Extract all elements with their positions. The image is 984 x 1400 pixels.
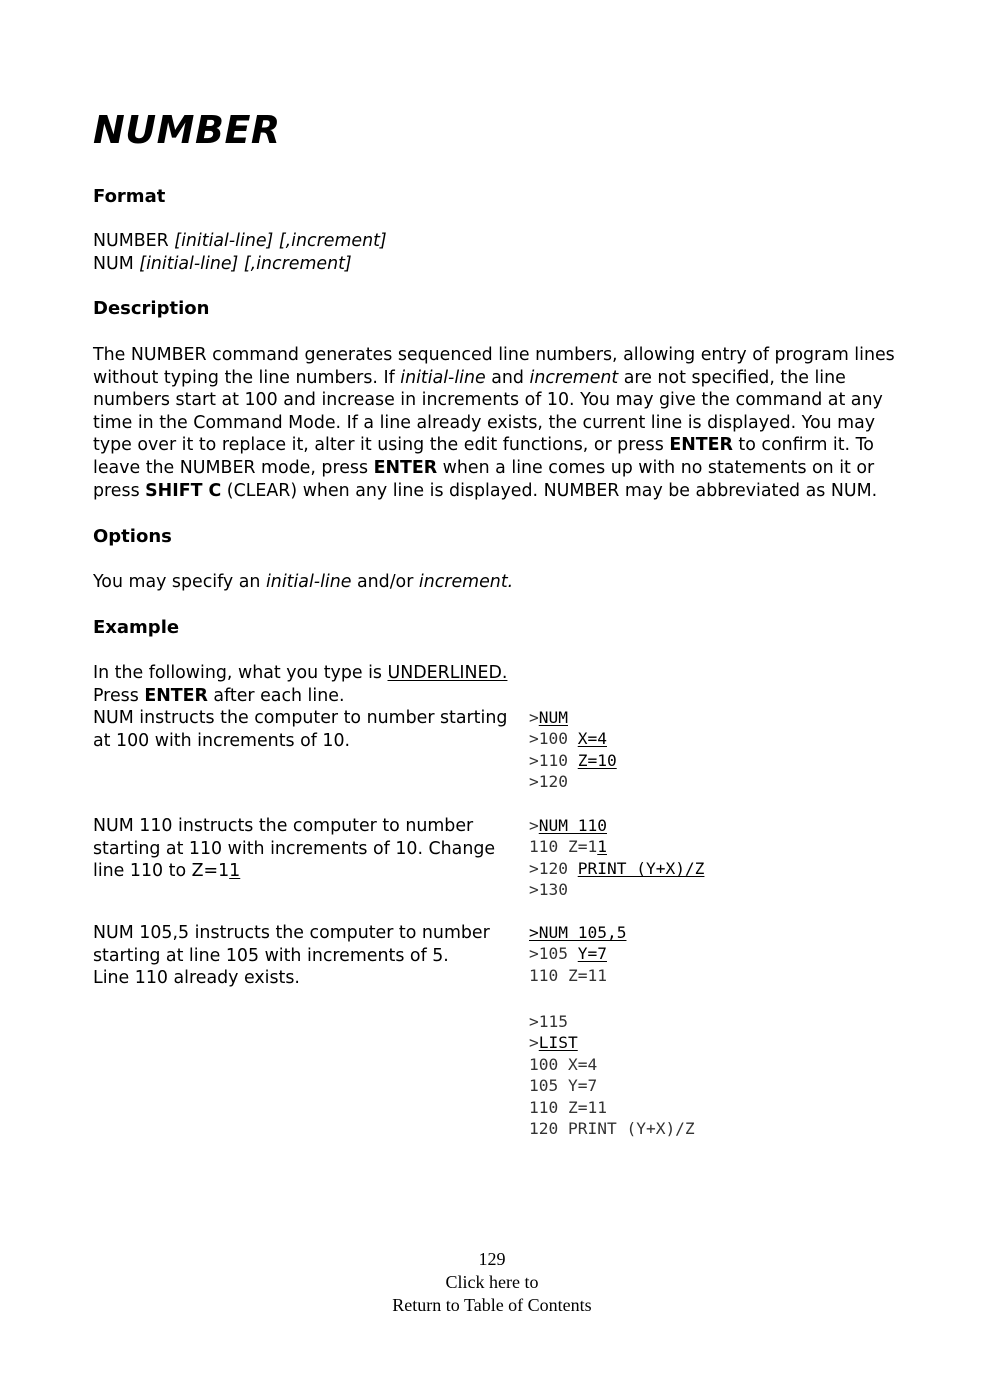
code-line: >120	[529, 772, 568, 792]
toc-link-line-1[interactable]: Click here to	[445, 1272, 539, 1292]
code-line: 110 Z=11	[529, 837, 607, 857]
code-line: 105 Y=7	[529, 1076, 598, 1096]
code-line: >NUM	[529, 708, 568, 727]
description-line: without typing the line numbers. If initial-line and increment are not specified, the line	[93, 367, 846, 388]
code-line: >120 PRINT (Y+X)/Z	[529, 858, 705, 878]
toc-link-line-2[interactable]: Return to Table of Contents	[392, 1295, 592, 1315]
code-line: 110 Z=11	[529, 1097, 607, 1117]
example-heading: Example	[93, 617, 180, 638]
description-line: type over it to replace it, alter it using the edit functions, or press ENTER to confirm it. To	[93, 435, 874, 456]
description-line: press SHIFT C (CLEAR) when any line is displayed. NUMBER may be abbreviated as NUM.	[93, 480, 878, 501]
example-1-code	[529, 707, 617, 793]
code-line: >130	[529, 880, 568, 900]
code-line: >115	[529, 1012, 568, 1031]
format-syntax	[93, 230, 387, 275]
code-line: >LIST	[529, 1033, 578, 1053]
code-line: >NUM 105,5	[529, 923, 627, 942]
page-title: NUMBER	[93, 108, 281, 152]
description-heading: Description	[93, 298, 210, 319]
code-line: >105 Y=7	[529, 944, 607, 964]
page-number: 129	[478, 1249, 506, 1269]
code-line: >100 X=4	[529, 729, 607, 749]
options-text: You may specify an initial-line and/or increment.	[93, 572, 514, 592]
example-3-code	[529, 922, 626, 986]
format-line-num: NUM [initial-line] [,increment]	[93, 253, 352, 274]
format-heading: Format	[93, 186, 166, 207]
example-2-code	[529, 815, 704, 901]
code-line: 100 X=4	[529, 1054, 598, 1074]
example-2-explanation: NUM 110 instructs the computer to number starting at 110 with increments of 10. Change line 110 to Z=11	[93, 816, 496, 882]
options-heading: Options	[93, 526, 172, 547]
example-intro: In the following, what you type is UNDERLINED. Press ENTER after each line.	[93, 663, 508, 706]
description-line: The NUMBER command generates sequenced line numbers, allowing entry of program lines	[93, 345, 895, 365]
code-line: 120 PRINT (Y+X)/Z	[529, 1119, 695, 1139]
example-1-explanation: NUM instructs the computer to number starting at 100 with increments of 10.	[93, 708, 508, 751]
code-line: >110 Z=10	[529, 750, 617, 770]
format-line-number: NUMBER [initial-line] [,increment]	[93, 231, 387, 251]
description-line: leave the NUMBER mode, press ENTER when a line comes up with no statements on it or	[93, 457, 875, 478]
example-3-listing	[529, 1011, 695, 1139]
page-footer	[0, 1248, 984, 1317]
description-line: time in the Command Mode. If a line already exists, the current line is displayed. You may	[93, 412, 876, 433]
description-line: numbers start at 100 and increase in increments of 10. You may give the command at any	[93, 390, 883, 411]
code-line: 110 Z=11	[529, 965, 607, 985]
description-paragraph	[93, 344, 895, 502]
code-line: >NUM 110	[529, 816, 607, 835]
example-3-explanation: NUM 105,5 instructs the computer to number starting at line 105 with increments of 5. Line 110 already exists.	[93, 923, 490, 989]
